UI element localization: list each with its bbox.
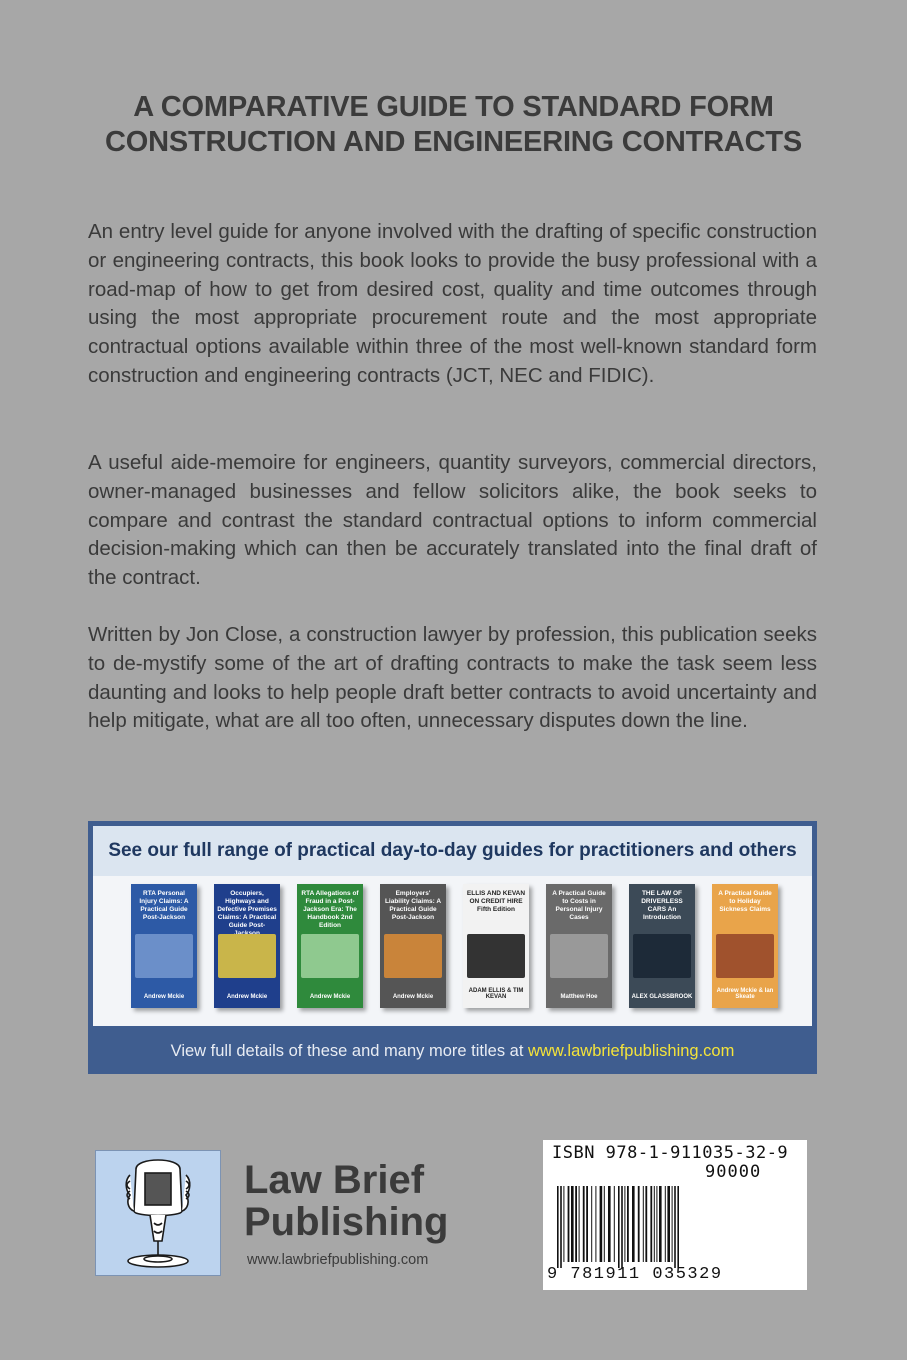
isbn-label: ISBN 978-1-911035-32-9 <box>552 1143 789 1163</box>
book-title: THE LAW OF DRIVERLESS CARS An Introduction <box>641 890 683 921</box>
book-cover-3 <box>297 884 363 1008</box>
isbn-barcode <box>543 1140 807 1290</box>
barcode-bar <box>571 1186 574 1262</box>
barcode-bar <box>645 1186 647 1262</box>
description-paragraph-2: A useful aide-memoire for engineers, quantity surveyors, commercial directors, owner-managed businesses and fellow solicitors alike, the book seeks to compare and contrast the standard contractual options to inform commercial decision-making which can then be accurately translated into the final draft of the contract. <box>88 451 817 590</box>
book-author: ADAM ELLIS & TIM KEVAN <box>468 988 524 1000</box>
book-author: Andrew Mckie <box>226 994 268 1000</box>
barcode-bar <box>563 1186 564 1262</box>
book-author: Andrew Mckie & Ian Skeate <box>716 988 774 1000</box>
book-author: ALEX GLASSBROOK <box>631 994 693 1000</box>
book-title <box>60 90 847 160</box>
book-cover-8 <box>712 884 778 1008</box>
barcode-bar <box>643 1186 644 1262</box>
book-title: ELLIS AND KEVAN ON CREDIT HIRE Fifth Edition <box>466 890 526 913</box>
barcode-bar <box>604 1186 605 1262</box>
book-cover-art <box>467 934 525 978</box>
barcode-bar <box>665 1186 666 1262</box>
book-cover-2 <box>214 884 280 1008</box>
barcode-bar <box>560 1186 562 1268</box>
book-title: A Practical Guide to Holiday Sickness Claims <box>718 890 772 913</box>
book-title: RTA Allegations of Fraud in a Post-Jackson Era: The Handbook 2nd Edition <box>301 890 359 929</box>
promo-footer <box>88 1029 817 1073</box>
book-covers <box>131 884 781 1014</box>
barcode-bar <box>614 1186 615 1262</box>
promo-banner <box>88 821 817 1074</box>
barcode-bar <box>677 1186 679 1268</box>
barcode-bar <box>638 1186 640 1262</box>
book-cover-5 <box>463 884 529 1008</box>
barcode-bar <box>656 1186 657 1262</box>
book-author: Andrew Mckie <box>392 994 434 1000</box>
book-title: RTA Personal Injury Claims: A Practical Guide Post-Jackson <box>139 890 189 921</box>
book-cover-6 <box>546 884 612 1008</box>
barcode-bar <box>667 1186 670 1262</box>
barcode-bar <box>591 1186 592 1262</box>
barcode-bar <box>674 1186 676 1268</box>
book-cover-art <box>135 934 193 978</box>
book-shelf <box>93 876 812 1026</box>
book-cover-art <box>301 934 359 978</box>
barcode-bar <box>627 1186 629 1262</box>
barcode-bar <box>672 1186 673 1262</box>
barcode-bar <box>579 1186 580 1262</box>
barcode-bar <box>586 1186 588 1262</box>
book-author: Andrew Mckie <box>143 994 185 1000</box>
price-code: 90000 <box>705 1162 762 1182</box>
barcode-bar <box>624 1186 625 1262</box>
barcode-bar <box>621 1186 623 1268</box>
promo-footer-url[interactable]: www.lawbriefpublishing.com <box>528 1042 735 1060</box>
publisher-url[interactable]: www.lawbriefpublishing.com <box>247 1252 429 1268</box>
publisher-logo <box>95 1150 221 1276</box>
book-author: Matthew Hoe <box>560 994 598 1000</box>
book-cover-art <box>716 934 774 978</box>
book-cover-art <box>550 934 608 978</box>
barcode-bar <box>654 1186 655 1262</box>
promo-footer-text: View full details of these and many more titles at <box>170 1042 529 1060</box>
book-cover-art <box>384 934 442 978</box>
book-cover-art <box>218 934 276 978</box>
barcode-bar <box>568 1186 570 1262</box>
book-cover-7 <box>629 884 695 1008</box>
book-cover-1 <box>131 884 197 1008</box>
book-title: A Practical Guide to Costs in Personal Injury Cases <box>552 890 606 921</box>
publisher-name-line-1: Law Brief <box>244 1158 425 1202</box>
book-title: Employers' Liability Claims: A Practical Guide Post-Jackson <box>384 890 442 921</box>
barcode-bar <box>600 1186 603 1262</box>
description-paragraph-3: Written by Jon Close, a construction lawyer by profession, this publication seeks to de-mystify some of the art of drafting contracts to make the task seem less daunting and looks to help people draft better contracts to avoid uncertainty and help mitigate, what are all too often, unnecessary disputes down the line. <box>88 623 817 733</box>
barcode-bar <box>595 1186 596 1262</box>
barcode-bar <box>659 1186 662 1262</box>
description-paragraph-1: An entry level guide for anyone involved with the drafting of specific construction or engineering contracts, this book looks to provide the busy professional with a road-map of how to get from desired cost, quality and time outcomes through using the most appropriate procurement route and the most appropriate contractual options available within three of the most well-known standard form construction and engineering contracts (JCT, NEC and FIDIC). <box>88 220 817 387</box>
book-title: Occupiers, Highways and Defective Premises Claims: A Practical Guide Post- <box>217 890 277 929</box>
promo-heading: See our full range of practical day-to-day guides for practitioners and others <box>93 826 812 876</box>
barcode-bar <box>618 1186 620 1268</box>
title-line-2: CONSTRUCTION AND ENGINEERING CONTRACTS <box>105 126 802 158</box>
barcode-bar <box>650 1186 652 1262</box>
barcode-bar <box>575 1186 577 1262</box>
barcode-bar <box>608 1186 611 1262</box>
book-cover-art <box>633 934 691 978</box>
title-line-1: A COMPARATIVE GUIDE TO STANDARD FORM <box>133 91 774 123</box>
barcode-bar <box>632 1186 635 1262</box>
ean-digits: 9 781911 035329 <box>547 1265 723 1284</box>
barcode-bar <box>557 1186 559 1268</box>
barcode-bar <box>583 1186 585 1262</box>
book-cover-4 <box>380 884 446 1008</box>
publisher-name-line-2: Publishing <box>244 1200 449 1244</box>
book-author: Andrew Mckie <box>309 994 351 1000</box>
judge-bust-icon <box>96 1151 220 1275</box>
